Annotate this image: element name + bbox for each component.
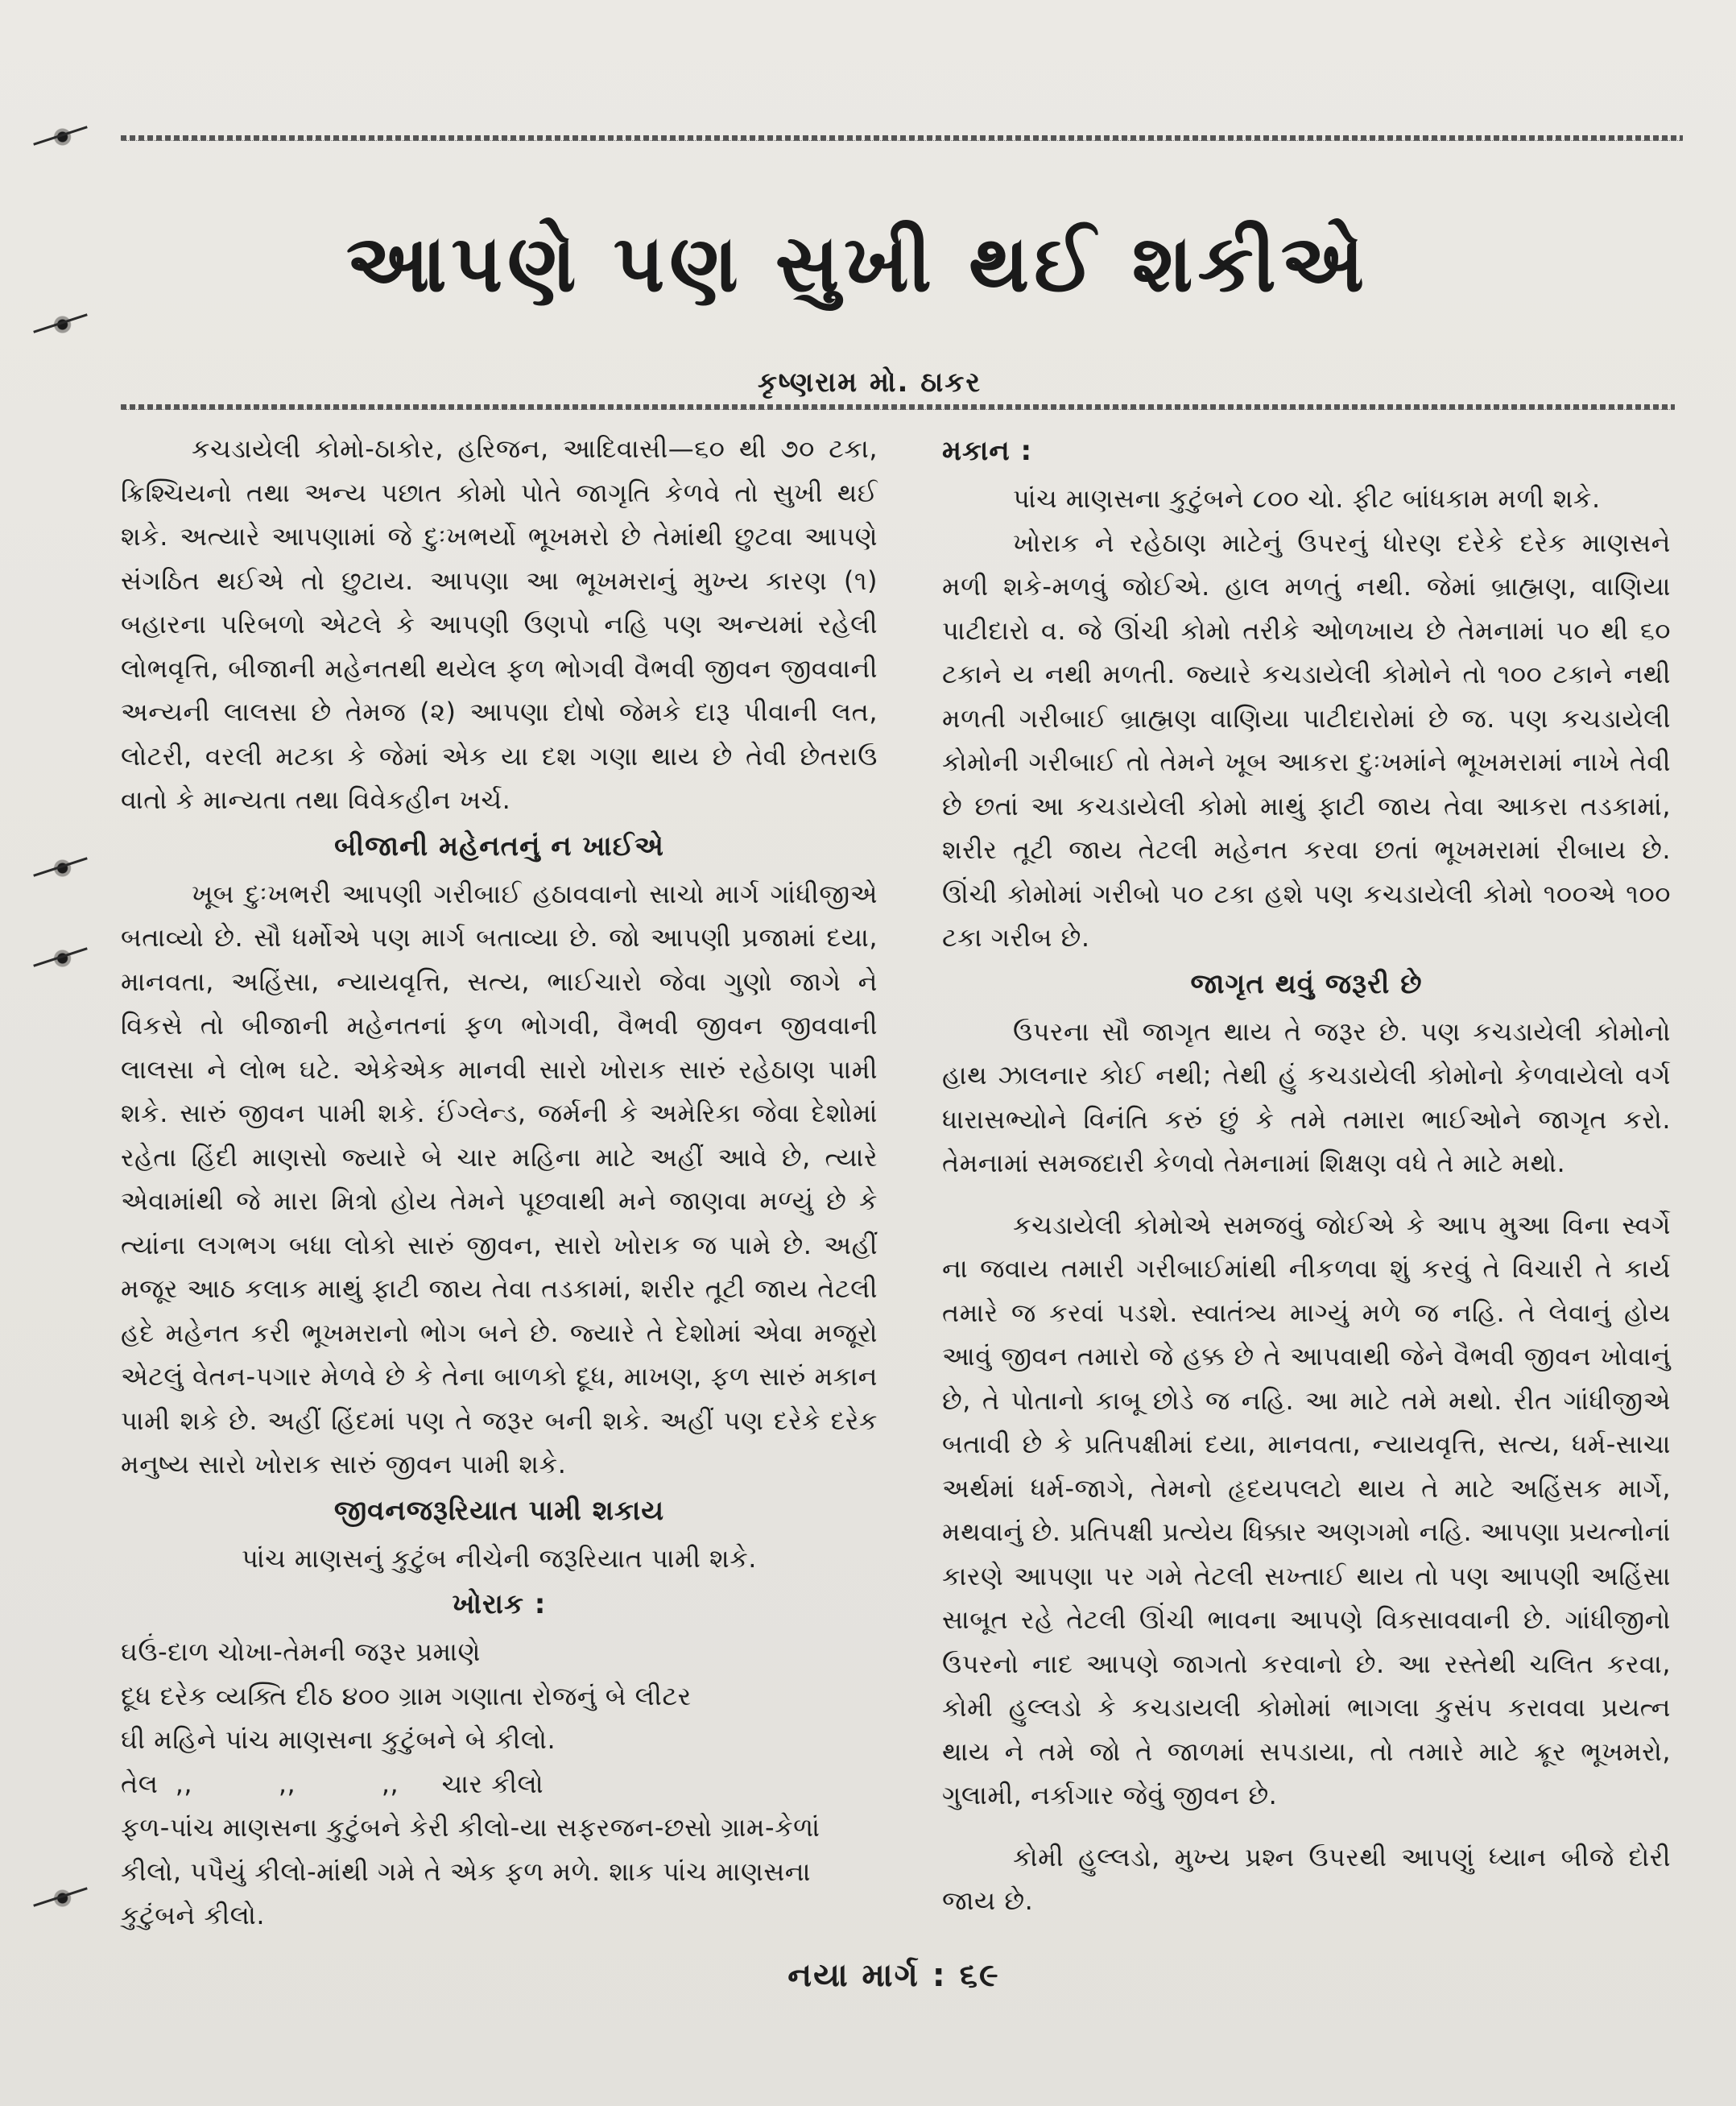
riots-paragraph: કોમી હુલ્લડો, મુખ્ય પ્રશ્ન ઉપરથી આપણું ધ્યાન બીજે દોરી જાય છે.: [942, 1841, 1671, 1916]
food-list: [121, 1630, 878, 1938]
left-column: [121, 427, 878, 1938]
right-column: [942, 427, 1671, 1923]
housing-paragraph: પાંચ માણસના કુટુંબને ૮૦૦ ચો. ફીટ બાંધકામ મળી શકે.: [1013, 483, 1601, 514]
binder-hole-3: [48, 852, 84, 884]
standard-paragraph: ખોરાક ને રહેઠાણ માટેનું ઉપરનું ધોરણ દરેકે દરેક માણસને મળી શકે-મળવું જોઈએ. હાલ મળતું નથી. જેમાં બ્રાહ્મણ, વાણિયા પાટીદારો વ. જે ઊંચી કોમો તરીકે ઓળખાય છે તેમનામાં ૫૦ થી ૬૦ ટકાને ય નથી મળતી. જ્યારે કચડાયેલી કોમોને તો ૧૦૦ ટકાને નથી મળતી ગરીબાઈ બ્રાહ્મણ વાણિયા પાટીદારોમાં છે જ. પણ કચડાયેલી કોમોની ગરીબાઈ તો તેમને ખૂબ આકરા દુઃખમાંને ભૂખમરામાં નાખે તેવી છે છતાં આ કચડાયેલી કોમો માથું ફાટી જાય તેવા આકરા તડકામાં, શરીર તૂટી જાય તેટલી મહેનત કરવા છતાં ભૂખમરામાં રીબાય છે. ઊંચી કોમોમાં ગરીબો ૫૦ ટકા હશે પણ કચડાયેલી કોમો ૧૦૦એ ૧૦૦ ટકા ગરીબ છે.: [942, 527, 1671, 953]
section-heading-makan: મકાન :: [942, 435, 1033, 467]
food-item-oil: તેલ ,, ,, ,, ચાર કીલો: [121, 1768, 544, 1799]
binder-hole-4: [48, 942, 84, 974]
food-item-grains: ઘઉં-દાળ ચોખા-તેમની જરૂર પ્રમાણે: [121, 1636, 481, 1667]
section-heading-khorak: ખોરાક :: [452, 1588, 547, 1620]
food-item-milk: દૂધ દરેક વ્યક્તિ દીઠ ૪૦૦ ગ્રામ ગણાતા રોજનું બે લીટર: [121, 1680, 692, 1711]
paragraph-gap: [942, 1185, 1671, 1203]
article-title: આપણે પણ સુખી થઈ શકીએ: [345, 217, 1370, 310]
section-heading-jivanjaruriyat: જીવનજરૂરિયાત પામી શકાય: [333, 1494, 665, 1527]
section-heading-bijani-mahenat: બીજાની મહેનતનું ન ખાઈએ: [334, 830, 664, 863]
intro-paragraph: કચડાયેલી કોમો-ઠાકોર, હરિજન, આદિવાસી—૬૦ થી ૭૦ ટકા, ક્રિશ્ચિયનો તથા અન્ય પછાત કોમો પોતે જાગૃતિ કેળવે તો સુખી થઈ શકે. અત્યારે આપણામાં જે દુઃખભર્યો ભૂખમરો છે તેમાંથી છુટવા આપણે સંગઠિત થઈએ તો છુટાય. આપણા આ ભૂખમરાનું મુખ્ય કારણ (૧) બહારના પરિબળો એટલે કે આપણી ઉણપો નહિ પણ અન્યમાં રહેલી લોભવૃત્તિ, બીજાની મહેનતથી થયેલ ફળ ભોગવી વૈભવી જીવન જીવવાની અન્યની લાલસા છે તેમજ (૨) આપણા દોષો જેમકે દારૂ પીવાની લત, લોટરી, વરલી મટકા કે જેમાં એક યા દશ ગણા થાય છે તેવી છેતરાઉ વાતો કે માન્યતા તથા વિવેકહીન ખર્ચ.: [121, 433, 878, 815]
page-footer: નયા માર્ગ : ૬૯: [787, 1957, 1000, 1994]
paragraph-gap: [942, 1818, 1671, 1835]
food-item-fruit: ફળ-પાંચ માણસના કુટુંબને કેરી કીલો-યા સફરજન-છસો ગ્રામ-કેળાં કીલો, પપૈયું કીલો-માંથી ગમે તે એક ફળ મળે. શાક પાંચ માણસના કુટુંબને કીલો.: [121, 1812, 820, 1930]
food-item-ghee: ઘી મહિને પાંચ માણસના કુટુંબને બે કીલો.: [121, 1724, 556, 1755]
family-needs-paragraph: પાંચ માણસનું કુટુંબ નીચેની જરૂરિયાત પામી શકે.: [242, 1542, 757, 1574]
awareness-paragraph: ઉપરના સૌ જાગૃત થાય તે જરૂર છે. પણ કચડાયેલી કોમોનો હાથ ઝાલનાર કોઈ નથી; તેથી હું કચડાયેલી કોમોનો કેળવાયેલો વર્ગ ધારાસભ્યોને વિનંતિ કરું છું કે તમે તમારા ભાઈઓને જાગૃત કરો. તેમનામાં સમજદારી કેળવો તેમનામાં શિક્ષણ વધે તે માટે મથો.: [942, 1016, 1671, 1178]
struggle-paragraph: કચડાયેલી કોમોએ સમજવું જોઈએ કે આપ મુઆ વિના સ્વર્ગે ના જવાય તમારી ગરીબાઈમાંથી નીકળવા શું કરવું તે વિચારી તે કાર્ય તમારે જ કરવાં પડશે. સ્વાતંત્ર્ય માગ્યું મળે જ નહિ. તે લેવાનું હોય આવું જીવન તમારો જે હક્ક છે તે આપવાથી જેને વૈભવી જીવન ખોવાનું છે, તે પોતાનો કાબૂ છોડે જ નહિ. આ માટે તમે મથો. રીત ગાંધીજીએ બતાવી છે કે પ્રતિપક્ષીમાં દયા, માનવતા, ન્યાયવૃત્તિ, સત્ય, ધર્મ-સાચા અર્થમાં ધર્મ-જાગે, તેમનો હૃદયપલટો થાય તે માટે અહિંસક માર્ગે, મથવાનું છે. પ્રતિપક્ષી પ્રત્યેય ધિક્કાર અણગમો નહિ. આપણા પ્રયત્નોનાં કારણે આપણા પર ગમે તેટલી સખ્તાઈ થાય તો પણ આપણી અહિંસા સાબૂત રહે તેટલી ઊંચી ભાવના આપણે વિકસાવવાની છે. ગાંધીજીનો ઉપરનો નાદ આપણે જાગતો કરવાનો છે. આ રસ્તેથી ચલિત કરવા, કોમી હુલ્લડો કે કચડાયલી કોમોમાં ભાગલા કુસંપ કરાવવા પ્રયત્ન થાય ને તમે જો તે જાળમાં સપડાયા, તો તમારે માટે ક્રૂર ભૂખમરો, ગુલામી, નર્કાગાર જેવું જીવન છે.: [942, 1209, 1671, 1810]
gandhi-path-paragraph: ખૂબ દુઃખભરી આપણી ગરીબાઈ હઠાવવાનો સાચો માર્ગ ગાંધીજીએ બતાવ્યો છે. સૌ ધર્મોએ પણ માર્ગ બતાવ્યા છે. જો આપણી પ્રજામાં દયા, માનવતા, અહિંસા, ન્યાયવૃત્તિ, સત્ય, ભાઈચારો જેવા ગુણો જાગે ને વિકસે તો બીજાની મહેનતનાં ફળ ભોગવી, વૈભવી જીવન જીવવાની લાલસા ને લોભ ઘટે. એકેએક માનવી સારો ખોરાક સારું રહેઠાણ પામી શકે. સારું જીવન પામી શકે. ઈંગ્લેન્ડ, જર્મની કે અમેરિકા જેવા દેશોમાં રહેતા હિંદી માણસો જ્યારે બે ચાર મહિના માટે અહીં આવે છે, ત્યારે એવામાંથી જે મારા મિત્રો હોય તેમને પૂછવાથી મને જાણવા મળ્યું છે કે ત્યાંના લગભગ બધા લોકો સારું જીવન, સારો ખોરાક જ પામે છે. અહીં મજૂર આઠ કલાક માથું ફાટી જાય તેવા તડકામાં, શરીર તૂટી જાય તેટલી હદે મહેનત કરી ભૂખમરાનો ભોગ બને છે. જ્યારે તે દેશોમાં એવા મજૂરો એટલું વેતન-પગાર મેળવે છે કે તેના બાળકો દૂધ, માખણ, ફળ સારું મકાન પામી શકે છે. અહીં હિંદમાં પણ તે જરૂર બની શકે. અહીં પણ દરેકે દરેક મનુષ્ય સારો ખોરાક સારું જીવન પામી શકે.: [121, 878, 878, 1479]
section-heading-jagrut: જાગૃત થવું જરૂરી છે: [1190, 967, 1423, 1000]
byline-rule: [121, 404, 1675, 410]
binder-hole-1: [48, 121, 84, 153]
binder-hole-2: [48, 308, 84, 341]
author-byline: કૃષ્ણરામ મો. ઠાકર: [758, 366, 982, 399]
binder-hole-5: [48, 1882, 84, 1914]
top-rule: [121, 135, 1683, 141]
